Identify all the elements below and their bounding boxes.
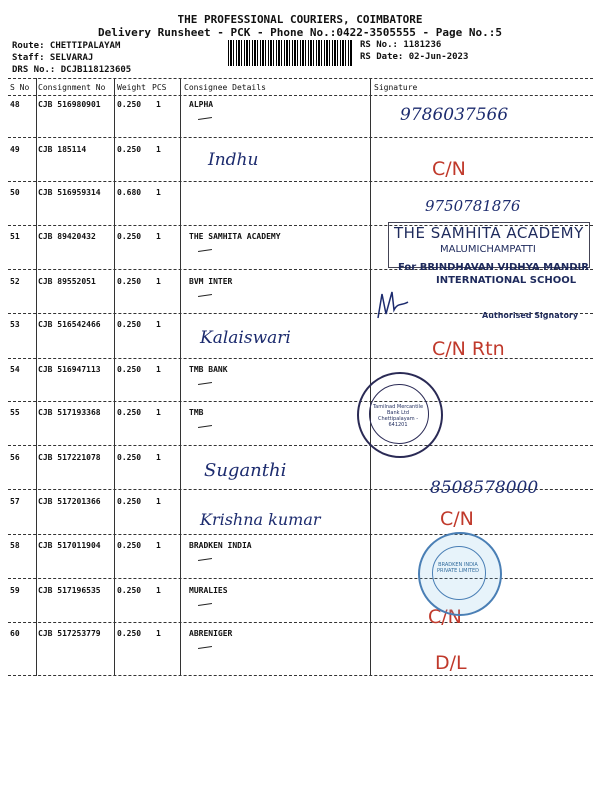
row-sno: 50 <box>10 188 20 197</box>
row-pcs: 1 <box>156 497 161 506</box>
row-pcs: 1 <box>156 320 161 329</box>
row-sno: 51 <box>10 232 20 241</box>
handwritten-consignee: Krishna kumar <box>200 510 321 529</box>
row-divider <box>8 534 593 535</box>
tick-mark <box>198 425 212 428</box>
row-sno: 52 <box>10 277 20 286</box>
row-pcs: 1 <box>156 629 161 638</box>
handwritten-consignee: Kalaiswari <box>200 328 291 348</box>
samhita-stamp-place: MALUMICHAMPATTI <box>440 244 536 255</box>
row-divider <box>8 445 593 446</box>
staff-label: Staff: SELVARAJ <box>12 53 94 63</box>
signature-dl: D/L <box>435 652 467 674</box>
row-weight: 0.250 <box>117 277 142 286</box>
row-consignment-no: CJB 516980901 <box>38 100 101 109</box>
row-weight: 0.250 <box>117 541 142 550</box>
row-consignee: MURALIES <box>189 586 228 595</box>
row-weight: 0.680 <box>117 188 142 197</box>
row-weight: 0.250 <box>117 629 142 638</box>
row-divider <box>8 675 593 676</box>
col-header-pcs: PCS <box>152 83 167 92</box>
header-rule <box>8 95 593 96</box>
row-weight: 0.250 <box>117 100 142 109</box>
row-divider <box>8 137 593 138</box>
route-label: Route: CHETTIPALAYAM <box>12 41 121 51</box>
row-consignment-no: CJB 516947113 <box>38 365 101 374</box>
row-consignment-no: CJB 89420432 <box>38 232 96 241</box>
row-pcs: 1 <box>156 365 161 374</box>
runsheet-title: Delivery Runsheet - PCK - Phone No.:0422-3505555 - Page No.:5 <box>98 26 502 39</box>
col-header-consignee: Consignee Details <box>184 83 266 92</box>
row-weight: 0.250 <box>117 408 142 417</box>
row-pcs: 1 <box>156 586 161 595</box>
row-pcs: 1 <box>156 145 161 154</box>
row-consignment-no: CJB 517253779 <box>38 629 101 638</box>
tmb-seal-text: Tamilnad Mercantile Bank Ltd Chettipalayam - 641201 <box>372 404 424 428</box>
row-pcs: 1 <box>156 408 161 417</box>
rs-number: RS No.: 1181236 <box>360 40 442 50</box>
row-consignee: BRADKEN INDIA <box>189 541 252 550</box>
row-weight: 0.250 <box>117 365 142 374</box>
col-header-signature: Signature <box>374 83 418 92</box>
row-consignment-no: CJB 89552051 <box>38 277 96 286</box>
row-consignment-no: CJB 517193368 <box>38 408 101 417</box>
row-divider <box>8 358 593 359</box>
row-consignment-no: CJB 516542466 <box>38 320 101 329</box>
row-consignment-no: CJB 185114 <box>38 145 87 154</box>
col-divider <box>114 78 115 676</box>
col-divider <box>370 78 371 676</box>
table-top-rule <box>8 78 593 79</box>
row-consignee: BVM INTER <box>189 277 233 286</box>
barcode <box>228 40 353 66</box>
row-weight: 0.250 <box>117 453 142 462</box>
row-weight: 0.250 <box>117 320 142 329</box>
row-sno: 58 <box>10 541 20 550</box>
row-sno: 60 <box>10 629 20 638</box>
col-header-consignment: Consignment No <box>38 83 106 92</box>
bradken-seal-text: BRADKEN INDIA PRIVATE LIMITED <box>436 562 479 574</box>
row-consignment-no: CJB 517011904 <box>38 541 101 550</box>
row-sno: 56 <box>10 453 20 462</box>
tick-mark <box>198 646 212 649</box>
bvm-stamp-line2: INTERNATIONAL SCHOOL <box>436 275 577 286</box>
signature-phone: 9786037566 <box>400 105 509 125</box>
row-sno: 48 <box>10 100 20 109</box>
col-divider <box>36 78 37 676</box>
row-sno: 54 <box>10 365 20 374</box>
signature-cn: C/N <box>432 158 466 180</box>
handwritten-consignee: Suganthi <box>204 460 287 481</box>
col-divider <box>180 78 181 676</box>
row-consignee: TMB BANK <box>189 365 228 374</box>
row-weight: 0.250 <box>117 232 142 241</box>
tick-mark <box>198 603 212 606</box>
row-sno: 49 <box>10 145 20 154</box>
col-header-sno: S No <box>10 83 30 92</box>
bvm-stamp-line1: For BRINDHAVAN VIDHYA MANDIR <box>398 262 589 273</box>
signature-cn: C/N <box>428 606 462 628</box>
row-weight: 0.250 <box>117 497 142 506</box>
row-pcs: 1 <box>156 100 161 109</box>
row-sno: 59 <box>10 586 20 595</box>
row-consignment-no: CJB 517196535 <box>38 586 101 595</box>
row-pcs: 1 <box>156 541 161 550</box>
row-pcs: 1 <box>156 277 161 286</box>
signature-phone: 9750781876 <box>425 197 521 215</box>
tick-mark <box>198 117 212 120</box>
row-divider <box>8 622 593 623</box>
tick-mark <box>198 558 212 561</box>
row-consignee: TMB <box>189 408 204 417</box>
col-header-weight: Weight <box>117 83 146 92</box>
signature-cn-rtn: C/N Rtn <box>432 338 505 360</box>
row-weight: 0.250 <box>117 145 142 154</box>
tick-mark <box>198 382 212 385</box>
handwritten-consignee: Indhu <box>208 150 259 170</box>
bvm-stamp-line3: Authorised Signatory <box>482 311 579 320</box>
row-consignee: ABRENIGER <box>189 629 233 638</box>
row-sno: 55 <box>10 408 20 417</box>
row-consignment-no: CJB 517201366 <box>38 497 101 506</box>
row-sno: 57 <box>10 497 20 506</box>
signature-cn: C/N <box>440 508 474 530</box>
row-consignment-no: CJB 517221078 <box>38 453 101 462</box>
row-weight: 0.250 <box>117 586 142 595</box>
row-pcs: 1 <box>156 232 161 241</box>
signature-phone: 8508578000 <box>430 478 539 498</box>
samhita-stamp-name: THE SAMHITA ACADEMY <box>394 224 584 242</box>
tick-mark <box>198 294 212 297</box>
tick-mark <box>198 249 212 252</box>
drs-number: DRS No.: DCJB118123605 <box>12 65 132 75</box>
scribble-signature <box>374 288 414 324</box>
row-pcs: 1 <box>156 453 161 462</box>
row-consignee: THE SAMHITA ACADEMY <box>189 232 281 241</box>
row-divider <box>8 401 593 402</box>
row-sno: 53 <box>10 320 20 329</box>
row-consignment-no: CJB 516959314 <box>38 188 101 197</box>
row-divider <box>8 181 593 182</box>
rs-date: RS Date: 02-Jun-2023 <box>360 52 469 62</box>
row-consignee: ALPHA <box>189 100 214 109</box>
row-divider <box>8 578 593 579</box>
row-pcs: 1 <box>156 188 161 197</box>
company-title: THE PROFESSIONAL COURIERS, COIMBATORE <box>177 13 423 26</box>
